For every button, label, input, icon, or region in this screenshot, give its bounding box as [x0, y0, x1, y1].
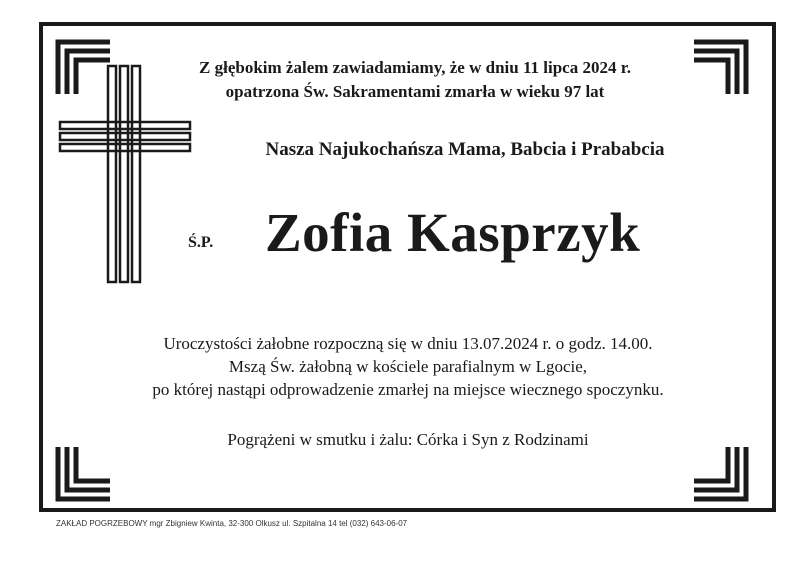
ceremony-details-line: Uroczystości żałobne rozpoczną się w dniu 13.07.2024 r. o godz. 14.00.: [163, 334, 653, 353]
mourners-line: Pogrążeni w smutku i żalu: Córka i Syn z Rodzinami: [227, 430, 589, 449]
name-prefix: Ś.P.: [188, 234, 214, 251]
intro-line: Z głębokim żalem zawiadamiamy, że w dniu 11 lipca 2024 r.: [199, 58, 631, 77]
funeral-home-footer: ZAKŁAD POGRZEBOWY mgr Zbigniew Kwinta, 32-300 Olkusz ul. Szpitalna 14 tel (032) 643-06-07: [56, 519, 408, 528]
relation-line: Nasza Najukochańsza Mama, Babcia i Prababcia: [265, 139, 665, 160]
ceremony-details-line: Mszą Św. żałobną w kościele parafialnym w Lgocie,: [228, 357, 588, 376]
ceremony-details-line: po której nastąpi odprowadzenie zmarłej na miejsce wiecznego spoczynku.: [152, 380, 664, 399]
corner-ornament-bottom-left: [54, 443, 114, 503]
deceased-name: Zofia Kasprzyk: [265, 202, 641, 263]
corner-ornament-bottom-right: [690, 443, 750, 503]
corner-ornament-top-right: [690, 38, 750, 98]
intro-line: opatrzona Św. Sakramentami zmarła w wieku 97 lat: [225, 82, 605, 101]
